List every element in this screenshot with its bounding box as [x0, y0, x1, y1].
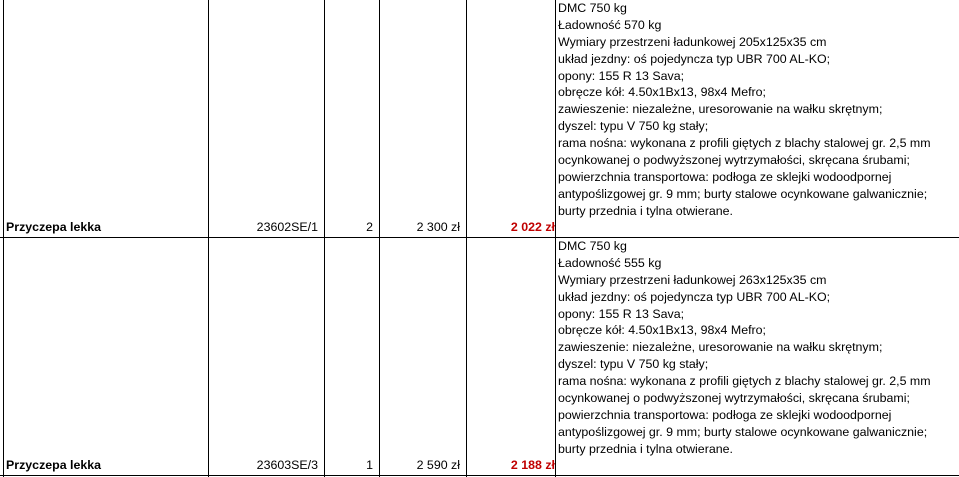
description-line: Wymiary przestrzeni ładunkowej 205x125x35 cm — [558, 34, 827, 49]
description-line: zawieszenie: niezależne, uresorowanie na wałku skrętnym; — [558, 340, 883, 355]
description-line: burty przednia i tylna otwierane. — [558, 203, 733, 218]
column-divider — [379, 0, 380, 477]
quantity: 2 — [366, 220, 373, 234]
description-line: dyszel: typu V 750 kg stały; — [558, 357, 709, 372]
product-name: Przyczepa lekka — [6, 458, 102, 472]
row-divider — [0, 475, 959, 476]
description-line: ocynkowanej o podwyższonej wytrzymałości, skręcana śrubami; — [558, 391, 910, 406]
product-code: 23603SE/3 — [256, 458, 318, 472]
description-line: obręcze kół: 4.50x1Bx13, 98x4 Mefro; — [558, 85, 767, 100]
description-line: obręcze kół: 4.50x1Bx13, 98x4 Mefro; — [558, 323, 767, 338]
description-line: opony: 155 R 13 Sava; — [558, 68, 685, 83]
description-line: dyszel: typu V 750 kg stały; — [558, 119, 709, 134]
description-line: rama nośna: wykonana z profili giętych z blachy stalowej gr. 2,5 mm — [558, 136, 931, 151]
description-line: burty przednia i tylna otwierane. — [558, 441, 733, 456]
description-line: antypoślizgowej gr. 9 mm; burty stalowe ocynkowane galwanicznie; — [558, 186, 928, 201]
description-line: antypoślizgowej gr. 9 mm; burty stalowe ocynkowane galwanicznie; — [558, 424, 928, 439]
description-line: ocynkowanej o podwyższonej wytrzymałości, skręcana śrubami; — [558, 153, 910, 168]
description-line: Ładowność 555 kg — [558, 255, 662, 270]
column-divider — [555, 0, 556, 477]
description-line: rama nośna: wykonana z profili giętych z blachy stalowej gr. 2,5 mm — [558, 374, 931, 389]
quantity: 1 — [366, 458, 373, 472]
column-divider — [208, 0, 209, 477]
product-description — [558, 0, 956, 220]
column-divider — [466, 0, 467, 477]
description-line: powierzchnia transportowa: podłoga ze sklejki wodoodpornej — [558, 169, 892, 184]
description-line: zawieszenie: niezależne, uresorowanie na wałku skrętnym; — [558, 102, 883, 117]
description-line: powierzchnia transportowa: podłoga ze sklejki wodoodpornej — [558, 407, 892, 422]
description-line: DMC 750 kg — [558, 1, 627, 15]
description-line: DMC 750 kg — [558, 239, 627, 253]
total-price: 2 188 zł — [510, 458, 555, 472]
unit-price: 2 300 zł — [416, 220, 460, 234]
description-line: układ jezdny: oś pojedyncza typ UBR 700 AL-KO; — [558, 289, 831, 304]
description-line: układ jezdny: oś pojedyncza typ UBR 700 AL-KO; — [558, 51, 831, 66]
description-line: Ładowność 570 kg — [558, 17, 662, 32]
description-line: opony: 155 R 13 Sava; — [558, 306, 685, 321]
product-name: Przyczepa lekka — [6, 220, 102, 234]
total-price: 2 022 zł — [510, 220, 555, 234]
product-description — [558, 238, 956, 458]
description-line: Wymiary przestrzeni ładunkowej 263x125x35 cm — [558, 272, 827, 287]
unit-price: 2 590 zł — [416, 458, 460, 472]
column-divider — [3, 0, 4, 477]
column-divider — [324, 0, 325, 477]
product-code: 23602SE/1 — [256, 220, 318, 234]
